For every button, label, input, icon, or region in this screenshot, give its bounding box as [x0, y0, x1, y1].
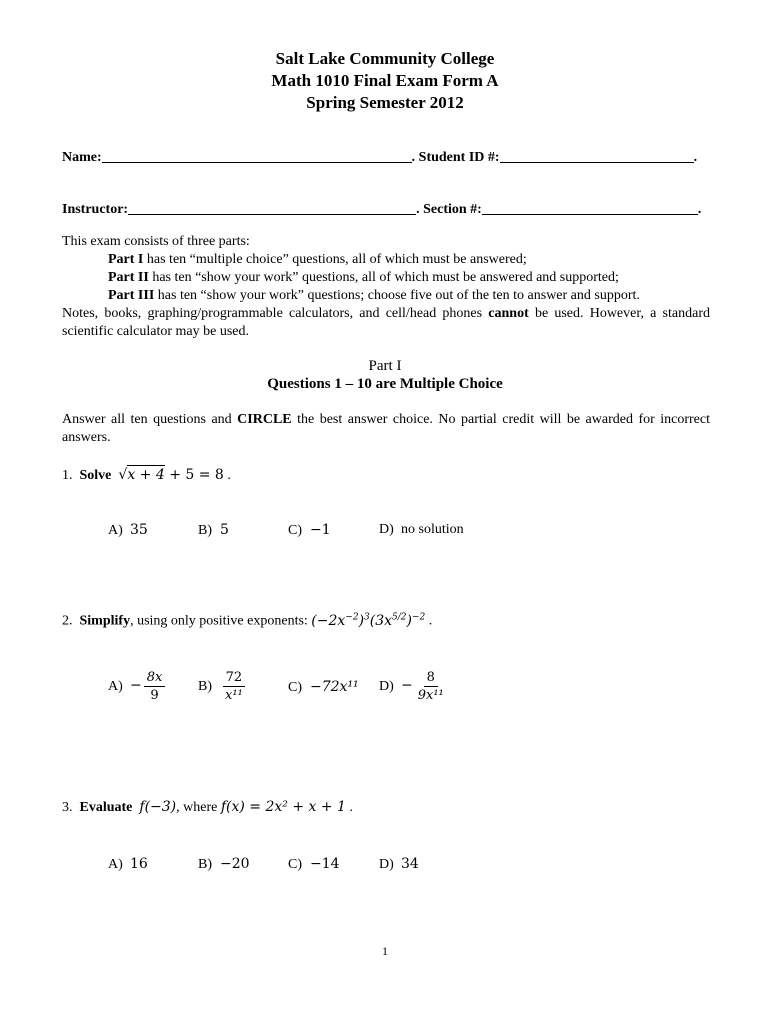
q1-choice-b[interactable]: B) 5 [198, 522, 229, 538]
intro-opening: This exam consists of three parts: [62, 234, 250, 249]
page-number: 1 [382, 944, 388, 958]
intro-part3: Part III has ten “show your work” questions; choose five out of the ten to answer and support. [108, 288, 640, 303]
intro-part2: Part II has ten “show your work” questions, all of which must be answered and supported; [108, 270, 619, 285]
instructor-label: Instructor: [62, 202, 129, 217]
q2-choice-a[interactable]: A) − $\frac{8x}{9}$ [108, 670, 167, 703]
part-subtitle: Questions 1 – 10 are Multiple Choice [267, 376, 503, 392]
question-3: 3. Evaluate f(−3), where f(x) = 2x² + x + 1 . [62, 799, 353, 815]
intro-part1: Part I has ten “multiple choice” questions, all of which must be answered; [108, 252, 527, 267]
student-id-label: Student ID #: [418, 150, 500, 165]
name-field[interactable] [102, 148, 412, 163]
q1-choice-c[interactable]: C) −1 [288, 522, 331, 538]
question-1: 1. Solve √x + 4 + 5 = 8 . [62, 467, 231, 483]
instructor-field[interactable] [128, 200, 416, 215]
instructions: Answer all ten questions and CIRCLE the best answer choice. No partial credit will be awarded for incorrect answers. [62, 412, 710, 445]
q1-choice-d[interactable]: D) no solution [379, 522, 464, 537]
q2-expression: $(-2x^{-2})^3(3x^{5/2})^{-2}$ [311, 612, 426, 629]
q3-choice-b[interactable]: B) −20 [198, 856, 250, 872]
name-id-row: Name: . Student ID #: . [62, 150, 698, 165]
question-2: 2. Simplify, using only positive exponents: $(-2x^{-2})^3(3x^{5/2})^{-2}$ . [62, 612, 433, 629]
q3-choice-c[interactable]: C) −14 [288, 856, 340, 872]
q3-choice-d[interactable]: D) 34 [379, 856, 419, 872]
q3-choice-a[interactable]: A) 16 [108, 856, 148, 872]
q1-radicand: x + 4 [127, 467, 165, 483]
college-name: Salt Lake Community College [275, 49, 495, 68]
part-title: Part I [368, 358, 402, 374]
name-label: Name: [62, 150, 102, 165]
q2-choice-b[interactable]: B) $\frac{72}{\text{x¹¹}}$ [198, 670, 248, 703]
section-field[interactable] [482, 200, 698, 215]
q2-choice-c[interactable]: C) −72x¹¹ [288, 679, 359, 695]
semester: Spring Semester 2012 [306, 93, 464, 112]
section-label: Section #: [423, 202, 482, 217]
student-id-field[interactable] [500, 148, 694, 163]
exam-title: Math 1010 Final Exam Form A [271, 71, 499, 90]
q2-choice-d[interactable]: D) − $\frac{8}{\text{9x¹¹}}$ [379, 670, 444, 703]
exam-intro [62, 233, 710, 341]
intro-notes: Notes, books, graphing/programmable calculators, and cell/head phones cannot be used. However, a standard scientific calculator may be used. [62, 306, 710, 339]
q1-choice-a[interactable]: A) 35 [108, 522, 148, 538]
instructor-section-row: Instructor: . Section #: . [62, 202, 702, 217]
